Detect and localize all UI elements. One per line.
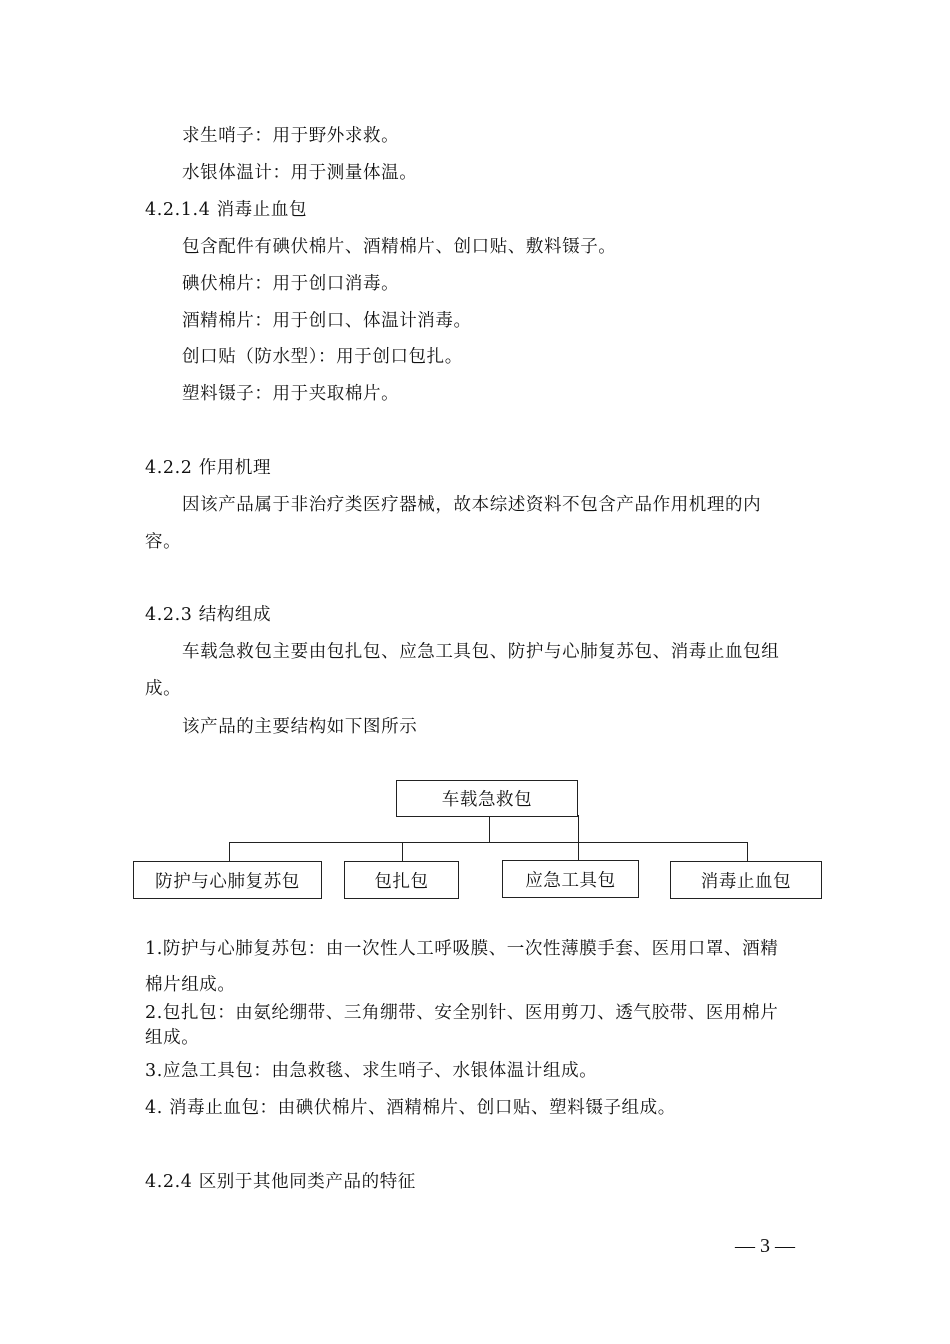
section-heading: 4.2.3 结构组成 <box>145 605 272 625</box>
paragraph-line: 车载急救包主要由包扎包、应急工具包、防护与心肺复苏包、消毒止血包组 <box>182 642 780 662</box>
page-number: — 3 — <box>735 1235 795 1257</box>
connector-line <box>229 842 747 843</box>
diagram-node-bandage-kit: 包扎包 <box>344 861 459 899</box>
list-item: 3.应急工具包：由急救毯、求生哨子、水银体温计组成。 <box>145 1061 598 1081</box>
text-line: 包含配件有碘伏棉片、酒精棉片、创口贴、敷料镊子。 <box>182 237 617 257</box>
text-line: 创口贴（防水型）：用于创口包扎。 <box>182 347 463 367</box>
list-item-continuation: 棉片组成。 <box>145 975 236 995</box>
paragraph-line: 成。 <box>145 679 182 699</box>
paragraph-line: 容。 <box>145 532 182 552</box>
text-line: 塑料镊子：用于夹取棉片。 <box>182 384 400 404</box>
paragraph-line: 该产品的主要结构如下图所示 <box>182 717 418 737</box>
list-item: 4. 消毒止血包：由碘伏棉片、酒精棉片、创口贴、塑料镊子组成。 <box>145 1098 676 1118</box>
section-heading: 4.2.1.4 消毒止血包 <box>145 200 308 220</box>
text-line: 求生哨子：用于野外求救。 <box>182 126 400 146</box>
text-line: 水银体温计：用于测量体温。 <box>182 163 418 183</box>
connector-line <box>578 815 579 861</box>
section-heading: 4.2.2 作用机理 <box>145 458 272 478</box>
text-line: 酒精棉片：用于创口、体温计消毒。 <box>182 311 472 331</box>
section-heading: 4.2.4 区别于其他同类产品的特征 <box>145 1172 416 1192</box>
connector-line <box>229 842 230 862</box>
connector-line <box>402 842 403 862</box>
paragraph-line: 因该产品属于非治疗类医疗器械，故本综述资料不包含产品作用机理的内 <box>182 495 762 515</box>
connector-line <box>489 815 490 842</box>
diagram-node-cpr-kit: 防护与心肺复苏包 <box>133 861 322 899</box>
connector-line <box>747 842 748 862</box>
diagram-root-node: 车载急救包 <box>396 780 578 817</box>
text-line: 碘伏棉片：用于创口消毒。 <box>182 274 400 294</box>
list-item: 2.包扎包：由氨纶绷带、三角绷带、安全别针、医用剪刀、透气胶带、医用棉片 <box>145 1003 779 1023</box>
list-item-continuation: 组成。 <box>145 1028 200 1048</box>
diagram-node-emergency-tool-kit: 应急工具包 <box>502 860 639 898</box>
diagram-node-disinfection-kit: 消毒止血包 <box>670 861 822 899</box>
list-item: 1.防护与心肺复苏包：由一次性人工呼吸膜、一次性薄膜手套、医用口罩、酒精 <box>145 939 779 959</box>
